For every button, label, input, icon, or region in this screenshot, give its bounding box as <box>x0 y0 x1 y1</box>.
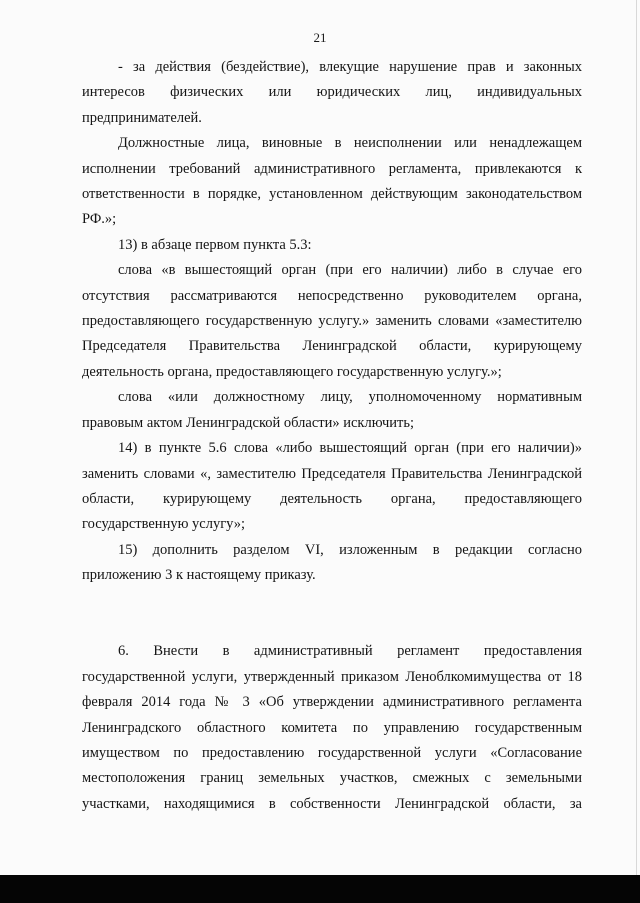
paragraph-item-6: 6. Внести в административный регламент предоставления государственной услуги, утвержденный приказом Леноблкомимущества от 18 февраля 2014 года № 3 «Об утверждении административного регламента Ленинградского областного комитета по управлению государственным имуществом по предоставлению государственной услуги «Согласование местоположения границ земельных участков, смежных с земельными участками, находящимися в собственности Ленинградской области, за <box>82 643 582 812</box>
paragraph-gap <box>82 589 582 614</box>
document-body <box>82 55 582 817</box>
scan-bottom-border <box>0 875 640 903</box>
paragraph-words-exclude: слова «или должностному лицу, уполномоченному нормативным правовым актом Ленинградской области» исключить; <box>82 389 582 431</box>
scan-edge-line <box>636 0 637 875</box>
paragraph-item-15: 15) дополнить разделом VI, изложенным в редакции согласно приложению 3 к настоящему приказу. <box>82 541 582 584</box>
paragraph-gap <box>82 614 582 639</box>
paragraph-officials-liability: Должностные лица, виновные в неисполнении или ненадлежащем исполнении требований административного регламента, привлекаются к ответственности в порядке, установленном действующим законодательством РФ.»; <box>82 135 582 228</box>
page-number: 21 <box>313 30 327 45</box>
paragraph-actions: - за действия (бездействие), влекущие нарушение прав и законных интересов физических или юридических лиц, индивидуальных предпринимателей. <box>82 59 582 126</box>
paragraph-item-13: 13) в абзаце первом пункта 5.3: <box>118 236 312 253</box>
paragraph-words-replace: слова «в вышестоящий орган (при его наличии) либо в случае его отсутствия рассматриваются непосредственно руководителем органа, предоставляющего государственную услугу.» заменить словами «заместителю Председателя Правительства Ленинградской области, курирующему деятельность органа, предоставляющего государственную услугу.»; <box>82 262 582 380</box>
paragraph-item-14: 14) в пункте 5.6 слова «либо вышестоящий орган (при его наличии)» заменить словами «, заместителю Председателя Правительства Ленинградской области, курирующему деятельность органа, предоставляющего государственную услугу»; <box>82 440 582 533</box>
